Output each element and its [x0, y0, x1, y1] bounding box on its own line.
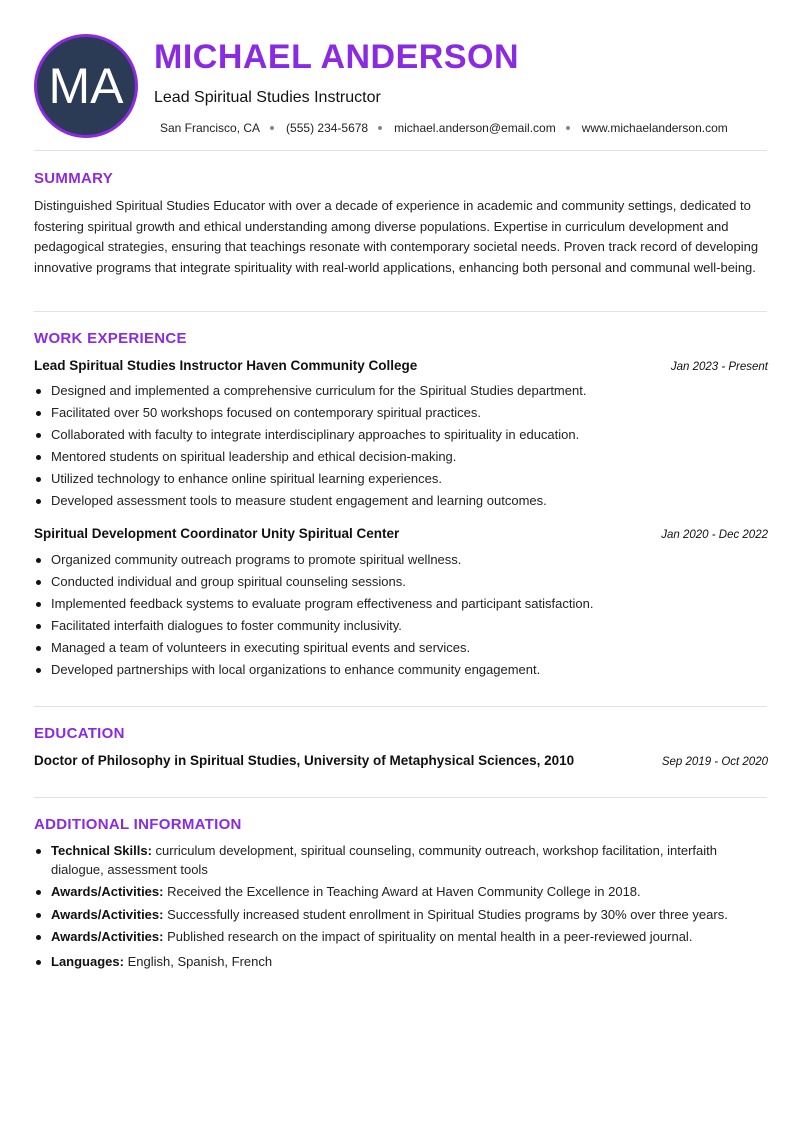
- avatar-initials: MA: [48, 58, 124, 114]
- list-item: Facilitated interfaith dialogues to foster community inclusivity.: [51, 615, 768, 637]
- list-item: Conducted individual and group spiritual counseling sessions.: [51, 571, 768, 593]
- divider: [34, 150, 767, 151]
- separator-dot: [378, 126, 382, 130]
- experience-heading: WORK EXPERIENCE: [34, 330, 187, 347]
- list-item: Implemented feedback systems to evaluate program effectiveness and participant satisfaction.: [51, 593, 768, 615]
- list-item: Developed assessment tools to measure student engagement and learning outcomes.: [51, 490, 768, 512]
- education-dates: Sep 2019 - Oct 2020: [661, 756, 768, 768]
- list-item: Managed a team of volunteers in executing spiritual events and services.: [51, 637, 768, 659]
- education-entry: [34, 753, 768, 768]
- additional-heading: ADDITIONAL INFORMATION: [34, 816, 242, 833]
- divider: [34, 706, 767, 707]
- list-item: Organized community outreach programs to promote spiritual wellness.: [51, 549, 768, 571]
- divider: [34, 311, 767, 312]
- contact-website[interactable]: www.michaelanderson.com: [581, 121, 728, 135]
- avatar: [34, 34, 138, 138]
- languages-label: Languages:: [51, 953, 124, 969]
- item-text: Successfully increased student enrollment in Spiritual Studies programs by 30% over three years.: [163, 906, 728, 922]
- list-item: [51, 906, 768, 925]
- job-title: Spiritual Development Coordinator Unity Spiritual Center: [34, 526, 400, 541]
- contact-email[interactable]: michael.anderson@email.com: [394, 121, 556, 135]
- contact-bar: [160, 121, 728, 135]
- item-text: Published research on the impact of spirituality on mental health in a peer-reviewed journal.: [163, 929, 693, 944]
- contact-location: San Francisco, CA: [160, 121, 261, 135]
- additional-list: [51, 842, 768, 975]
- item-label: Awards/Activities:: [51, 884, 164, 899]
- list-item: [51, 883, 768, 902]
- candidate-title: Lead Spiritual Studies Instructor: [154, 89, 381, 106]
- candidate-name: MICHAEL ANDERSON: [154, 38, 520, 76]
- item-label: Awards/Activities:: [51, 929, 164, 944]
- list-item: Developed partnerships with local organizations to enhance community engagement.: [51, 659, 768, 681]
- divider: [34, 797, 767, 798]
- job-bullets: [51, 549, 768, 681]
- languages-item: [51, 953, 768, 972]
- item-label: Technical Skills:: [51, 843, 152, 858]
- job-dates: Jan 2023 - Present: [670, 361, 768, 373]
- job-header: [34, 526, 768, 541]
- job-dates: Jan 2020 - Dec 2022: [661, 529, 768, 541]
- list-item: Mentored students on spiritual leadership and ethical decision-making.: [51, 446, 768, 468]
- job-bullets: [51, 380, 768, 512]
- list-item: Collaborated with faculty to integrate interdisciplinary approaches to spirituality in education.: [51, 424, 768, 446]
- list-item: Designed and implemented a comprehensive curriculum for the Spiritual Studies department.: [51, 380, 768, 402]
- languages-text: English, Spanish, French: [123, 953, 273, 969]
- summary-heading: SUMMARY: [34, 170, 114, 187]
- list-item: [51, 842, 768, 879]
- list-item: Facilitated over 50 workshops focused on contemporary spiritual practices.: [51, 402, 768, 424]
- contact-phone: (555) 234-5678: [286, 121, 369, 135]
- degree: Doctor of Philosophy in Spiritual Studies, University of Metaphysical Sciences, 2010: [34, 753, 575, 768]
- item-text: curriculum development, spiritual counseling, community outreach, workshop facilitation, interfaith dialogue, assessment tools: [51, 843, 717, 877]
- list-item: [51, 928, 768, 947]
- separator-dot: [270, 126, 274, 130]
- item-text: Received the Excellence in Teaching Award at Haven Community College in 2018.: [163, 884, 641, 899]
- list-item: Utilized technology to enhance online spiritual learning experiences.: [51, 468, 768, 490]
- job-title: Lead Spiritual Studies Instructor Haven Community College: [34, 358, 418, 373]
- summary-text: Distinguished Spiritual Studies Educator with over a decade of experience in academic and community settings, dedicated to fostering spiritual growth and ethical understanding among diverse populations. Expertise in curriculum development and pedagogical strategies, ensuring that teachings resonate with contemporary societal needs. Proven track record of developing innovative programs that integrate spirituality with real-world applications, enhancing both personal and communal well-being.: [34, 198, 759, 275]
- item-label: Awards/Activities:: [51, 906, 164, 922]
- job-header: [34, 358, 768, 373]
- education-heading: EDUCATION: [34, 725, 125, 742]
- separator-dot: [566, 126, 570, 130]
